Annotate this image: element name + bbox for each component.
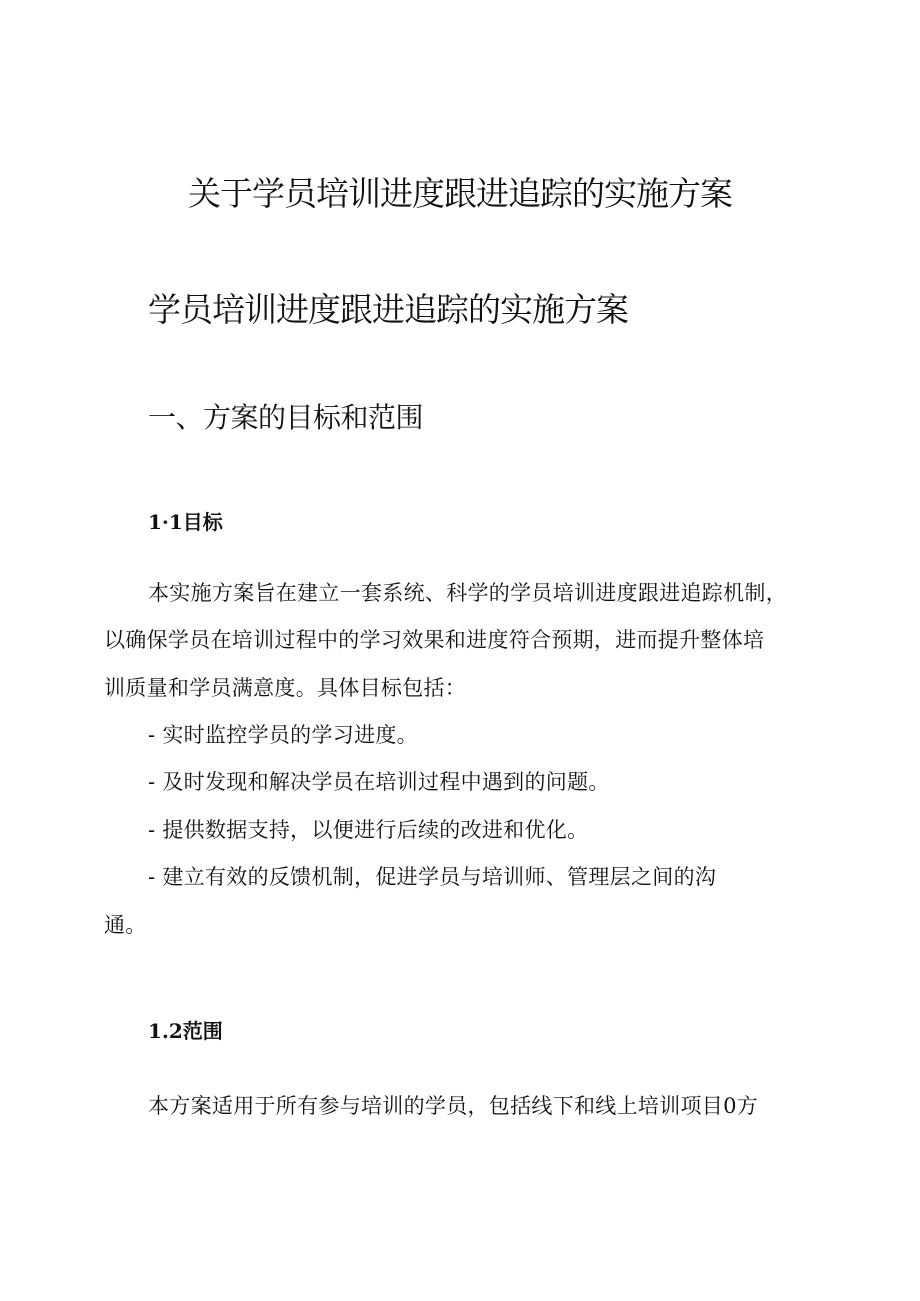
section-heading-goals-scope: 一、方案的目标和范围: [148, 401, 424, 434]
paragraph-line: 训质量和学员满意度。具体目标包括：: [104, 676, 467, 700]
paragraph-line: 本实施方案旨在建立一套系统、科学的学员培训进度跟进追踪机制，: [148, 581, 787, 605]
paragraph-line: 本方案适用于所有参与培训的学员，包括线下和线上培训项目0方: [148, 1094, 759, 1118]
list-item: - 及时发现和解决学员在培训过程中遇到的问题。: [148, 770, 610, 794]
list-item: - 建立有效的反馈机制，促进学员与培训师、管理层之间的沟: [148, 865, 717, 889]
paragraph-line: 以确保学员在培训过程中的学习效果和进度符合预期，进而提升整体培: [104, 628, 765, 652]
subheading-goal: 1·1目标: [148, 510, 223, 534]
document-title: 关于学员培训进度跟进追踪的实施方案: [188, 174, 732, 213]
document-subtitle: 学员培训进度跟进追踪的实施方案: [148, 290, 628, 329]
list-item: - 实时监控学员的学习进度。: [148, 723, 418, 747]
list-item: - 提供数据支持，以便进行后续的改进和优化。: [148, 818, 589, 842]
list-item-continuation: 通。: [104, 913, 147, 937]
subheading-scope: 1.2范围: [148, 1019, 223, 1043]
